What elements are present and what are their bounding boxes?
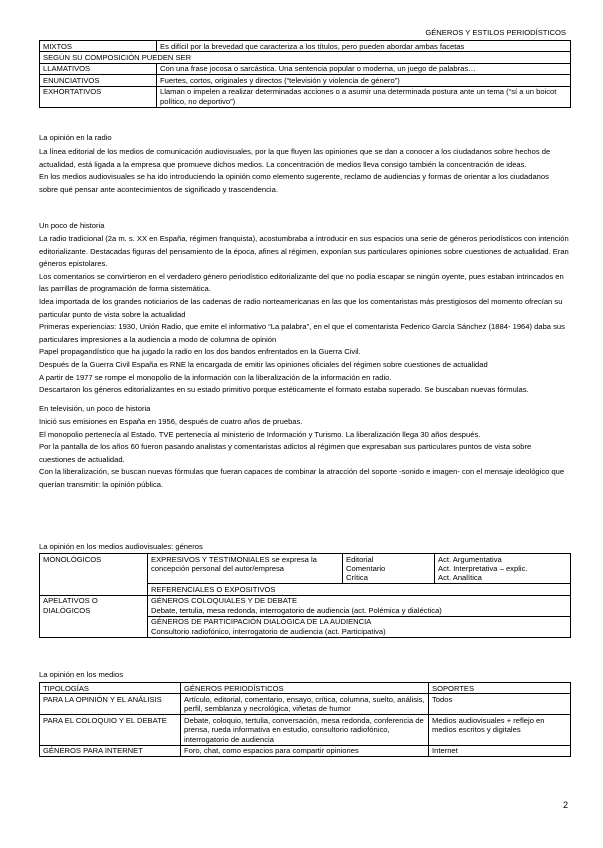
cell-text: Debate, tertulia, mesa redonda, interrogatorio de audiencia (act. Polémica y dialéctica) bbox=[151, 605, 442, 615]
table-header-row bbox=[40, 683, 571, 694]
expresivos-cell: EXPRESIVOS Y TESTIMONIALES se expresa la concepción personal del autor/empresa bbox=[148, 554, 343, 584]
activity-line: Act. Interpretativa – explic. bbox=[438, 563, 528, 573]
participacion-cell bbox=[148, 616, 571, 637]
paragraph: Idea importada de los grandes noticiarios de las cadenas de radio norteamericanas en las que los comentaristas más prestigiosos del momento ofrecían su particular punto de vista sobre la actualidad bbox=[39, 296, 563, 319]
column-header: TIPOLOGÍAS bbox=[40, 683, 181, 694]
table-row bbox=[40, 75, 571, 86]
table-row bbox=[40, 694, 571, 715]
soportes-cell: Medios audiovisuales + reflejo en medios escritos y digitales bbox=[429, 715, 571, 745]
paragraph: Papel propagandístico que ha jugado la radio en los dos bandos enfrentados en la Guerra Civil. bbox=[39, 347, 361, 357]
history-text bbox=[39, 233, 569, 397]
cell-title: GÉNEROS COLOQUIALES Y DE DEBATE bbox=[151, 596, 298, 606]
paragraph: Por la pantalla de los años 60 fueron pasando analistas y comentaristas adictos al régimen que expresaban sus particulares puntos de vista sobre cuestiones de actualidad. bbox=[39, 442, 532, 464]
genres-table-caption: La opinión en los medios audiovisuales: géneros bbox=[39, 542, 203, 551]
media-table bbox=[39, 682, 571, 757]
paragraph: A partir de 1977 se rompe el monopolio de la información con la liberalización de la información en radio. bbox=[39, 372, 392, 382]
genre-line: Crítica bbox=[346, 573, 368, 583]
page-number: 2 bbox=[562, 800, 568, 810]
paragraph: Inició sus emisiones en España en 1956, después de cuatro años de pruebas. bbox=[39, 417, 303, 426]
tipologia-cell: PARA EL COLOQUIO Y EL DEBATE bbox=[40, 715, 181, 745]
section-heading-tv: En televisión, un poco de historia bbox=[39, 404, 151, 413]
generos-cell: Foro, chat, como espacios para compartir opiniones bbox=[181, 745, 429, 756]
column-header: GÉNEROS PERIODÍSTICOS bbox=[181, 683, 429, 694]
table-row bbox=[40, 745, 571, 756]
row-label: MIXTOS bbox=[40, 41, 157, 52]
generos-cell: Artículo, editorial, comentario, ensayo, crítica, columna, suelto, análisis, perfil, semblanza y necrológica, viñetas de humor bbox=[181, 694, 429, 715]
activity-line: Act. Argumentativa bbox=[438, 554, 502, 564]
apelativos-cell: APELATIVOS O DIALÓGICOS bbox=[40, 595, 148, 637]
row-text: Es difícil por la brevedad que caracteriza a los títulos, pero pueden abordar ambas facetas bbox=[157, 41, 571, 52]
table-section-row bbox=[40, 52, 571, 63]
tipologia-cell: PARA LA OPINIÓN Y EL ANÁLISIS bbox=[40, 694, 181, 715]
table-row bbox=[40, 595, 571, 616]
media-table-caption: La opinión en los medios bbox=[39, 670, 124, 679]
row-text: Fuertes, cortos, originales y directos (“televisión y violencia de género”) bbox=[157, 75, 571, 86]
soportes-cell: Internet bbox=[429, 745, 571, 756]
running-header: GÉNEROS Y ESTILOS PERIODÍSTICOS bbox=[425, 28, 566, 37]
table-row bbox=[40, 715, 571, 745]
row-label: ENUNCIATIVOS bbox=[40, 75, 157, 86]
paragraph: Primeras experiencias: 1930, Unión Radio, que emite el informativo “La palabra”, en el que el comentarista Federico García Sánchez (1884- 1964) daba sus particulares impresiones a la audiencia a modo de columna de opinión bbox=[39, 322, 565, 344]
cell-text: Consultorio radiofónico, interrogatorio de audiencia (act. Participativa) bbox=[151, 626, 386, 636]
table-row bbox=[40, 554, 571, 584]
table-row bbox=[40, 41, 571, 52]
activity-cell bbox=[435, 554, 571, 584]
soportes-cell: Todos bbox=[429, 694, 571, 715]
table-row bbox=[40, 86, 571, 107]
coloquiales-cell bbox=[148, 595, 571, 616]
genre-line: Comentario bbox=[346, 563, 386, 573]
paragraph: Descartaron los géneros editorializantes en su estado primitivo porque estéticamente el formato estaba superado. Se buscaban nuevas fórmulas. bbox=[39, 385, 529, 395]
paragraph: Con la liberalización, se buscan nuevas fórmulas que fueran capaces de combinar la atracción del soporte -sonido e imagen- con el mensaje ideológico que querían transmitir: la opinión pública. bbox=[39, 467, 565, 489]
paragraph: La línea editorial de los medios de comunicación audiovisuales, por la que fluyen las opiniones que se dan a conocer a los ciudadanos sobre hechos de actualidad, está ligada a la empresa que promueve dichos medios. La concentración de medios lleva consigo también la concentración de ideas. bbox=[39, 147, 551, 169]
row-label: LLAMATIVOS bbox=[40, 63, 157, 74]
generos-cell: Debate, coloquio, tertulia, conversación, mesa redonda, conferencia de prensa, rueda informativa en estudio, consultorio radiofónico, interrogatorio de audiencia bbox=[181, 715, 429, 745]
monologicos-cell: MONOLÓGICOS bbox=[40, 554, 148, 596]
row-text: Con una frase jocosa o sarcástica. Una sentencia popular o moderna, un juego de palabras… bbox=[157, 63, 571, 74]
radio-text bbox=[39, 146, 569, 196]
title-types-table bbox=[39, 40, 571, 108]
paragraph: Después de la Guerra Civil España es RNE la encargada de emitir las opiniones oficiales del régimen sobre cuestiones de actualidad bbox=[39, 359, 488, 369]
genre-line: Editorial bbox=[346, 554, 374, 564]
column-header: SOPORTES bbox=[429, 683, 571, 694]
section-heading-radio: La opinión en la radio bbox=[39, 133, 112, 142]
tv-text bbox=[39, 416, 569, 492]
row-label: EXHORTATIVOS bbox=[40, 86, 157, 107]
editorial-cell bbox=[343, 554, 435, 584]
table-row bbox=[40, 63, 571, 74]
paragraph: Los comentarios se convirtieron en el verdadero género periodístico editorializante del que no podía escapar se ningún oyente, pues estaban intrincados en las parrillas de programación de forma sistemática. bbox=[39, 271, 564, 294]
paragraph: En los medios audiovisuales se ha ido introduciendo la opinión como elemento sugerente, reclamo de audiencias y formas de orientar a los ciudadanos sobre qué pensar ante acontecimientos de significado y trascendencia. bbox=[39, 172, 549, 194]
row-text: Llaman o impelen a realizar determinadas acciones o a asumir una determinada postura ante un tema (“sí a un boicot político, no deportivo”) bbox=[157, 86, 571, 107]
paragraph: La radio tradicional (2a m. s. XX en España, régimen franquista), acostumbraba a introducir en sus espacios una serie de géneros periodísticos con intención editorializante. Destacadas figuras del pensamiento de la época, afines al régimen, exponían sus particulares opiniones sobre cuestiones de actualidad. Eran géneros epistolares. bbox=[39, 234, 569, 269]
section-label: SEGÚN SU COMPOSICIÓN PUEDEN SER bbox=[40, 52, 571, 63]
tipologia-cell: GÉNEROS PARA INTERNET bbox=[40, 745, 181, 756]
paragraph: El monopolio pertenecía al Estado. TVE pertenecía al ministerio de Información y Turismo. La liberalización llega 30 años después. bbox=[39, 429, 481, 439]
activity-line: Act. Analítica bbox=[438, 573, 482, 583]
genres-table bbox=[39, 553, 571, 638]
section-heading-history: Un poco de historia bbox=[39, 221, 105, 230]
referenciales-cell: REFERENCIALES O EXPOSITIVOS bbox=[148, 584, 571, 595]
cell-title: GÉNEROS DE PARTICIPACIÓN DIALÓGICA DE LA AUDIENCIA bbox=[151, 617, 372, 627]
